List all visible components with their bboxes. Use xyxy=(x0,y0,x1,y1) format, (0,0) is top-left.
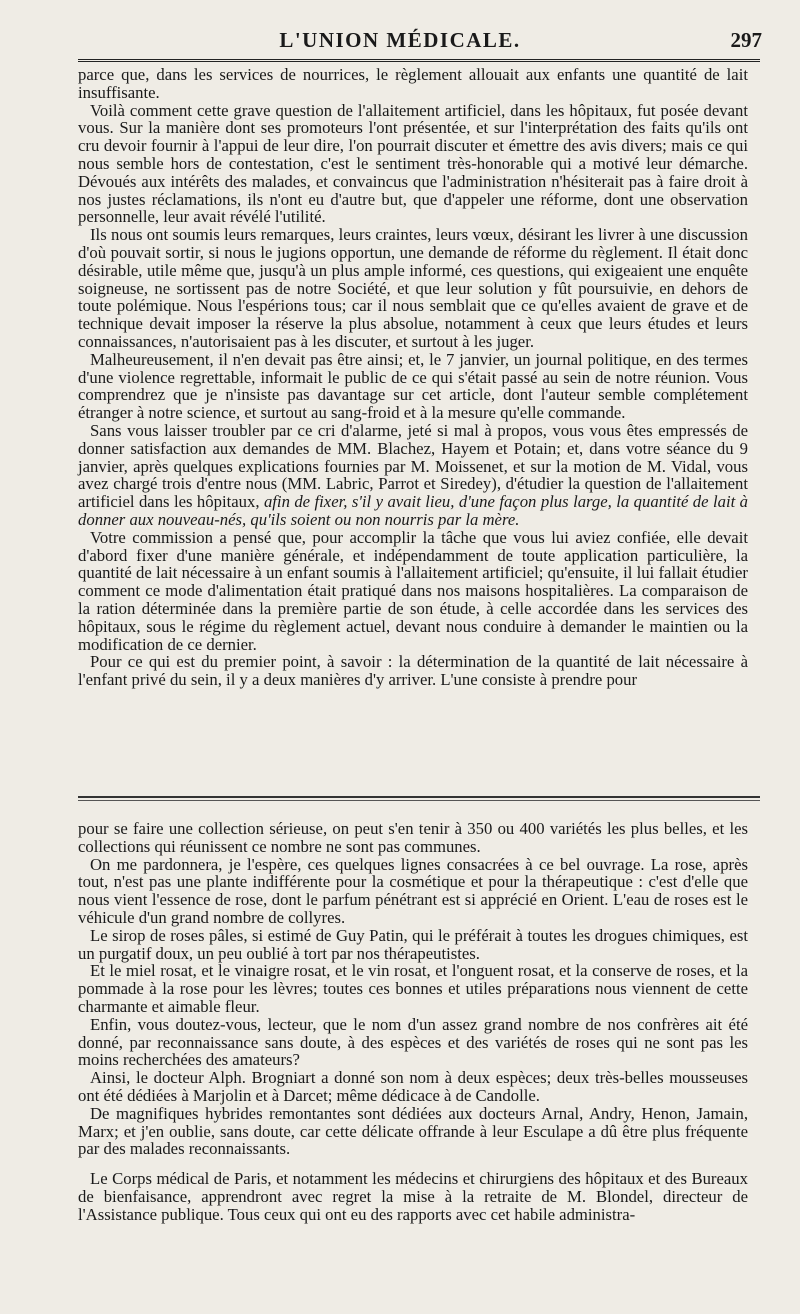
article-top-section xyxy=(78,66,748,689)
paragraph: Le Corps médical de Paris, et notamment les médecins et chirurgiens des hôpitaux et des Bureaux de bienfaisance, apprendront avec regret la mise à la retraite de M. Blondel, directeur de l'Assistance publique. Tous ceux qui ont eu des rapports avec cet habile administra- xyxy=(78,1169,748,1224)
paragraph: Le sirop de roses pâles, si estimé de Guy Patin, qui le préférait à toutes les drogues chimiques, est un purgatif doux, un peu oublié à tort par nos thérapeutistes. xyxy=(78,925,748,963)
paragraph: Ils nous ont soumis leurs remarques, leurs craintes, leurs vœux, désirant les livrer à une discussion d'où pouvait sortir, si nous le jugions opportun, une demande de réforme du règlement. Il était donc désirable, utile même que, jusqu'à un plus ample informé, ces questions, qui exigeaient une enquête soigneuse, ne sortissent pas de notre Société, et que leur solution y fût poursuivie, en dehors de toute polémique. Nous l'espérions tous; car il nous semblait que ce qu'elles avaient de grave et de technique devait imposer la réserve la plus absolue, notamment à ceux que leurs études et leurs connaissances, n'autorisaient pas à les discuter, et surtout à les juger. xyxy=(78,225,748,351)
paragraph: On me pardonnera, je l'espère, ces quelques lignes consacrées à ce bel ouvrage. La rose, après tout, n'est pas une plante indifférente pour la cosmétique et pour la thérapeutique : c'est d'elle que nous vient l'essence de rose, dont le parfum pénétrant est si apprécié en Orient. L'eau de roses est le véhicule d'un grand nombre de collyres. xyxy=(78,854,748,927)
section-separator-thin xyxy=(78,800,760,801)
paragraph: De magnifiques hybrides remontantes sont dédiées aux docteurs Arnal, Andry, Henon, Jamain, Marx; et j'en oublie, sans doute, car cette délicate offrande à leur Esculape a dû être plus fréquente par des malades reconnaissants. xyxy=(78,1103,748,1159)
header-rule xyxy=(78,59,760,62)
paragraph: Malheureusement, il n'en devait pas être ainsi; et, le 7 janvier, un journal politique, en des termes d'une violence regrettable, informait le public de ce qui s'était passé au sein de notre réunion. Vous comprendrez que je n'insiste pas davantage sur cet article, dont l'auteur semble complétement étranger à notre science, et surtout au sang-froid et à la mesure qu'elle commande. xyxy=(78,349,748,423)
paragraph-text: Sans vous laisser troubler par ce cri d'alarme, jeté si mal à propos, vous vous êtes empressés de donner satisfaction aux demandes de MM. Blachez, Hayem et Potain; et, dans votre séance du 9 janvier, après quelques explications fournies par M. Moissenet, et sur la motion de M. Vidal, vous avez chargé trois d'entre nous (MM. Labric, Parrot et Siredey), d'étudier la question de l'allaitement artificiel dans les hôpitaux, xyxy=(78,420,748,512)
paragraph: Et le miel rosat, et le vinaigre rosat, et le vin rosat, et l'onguent rosat, et la conserve de roses, et la pommade à la rose pour les lèvres; toutes ces bonnes et utiles préparations nous viennent de cette charmante et aimable fleur. xyxy=(78,961,748,1016)
paragraph: Votre commission a pensé que, pour accomplir la tâche que vous lui aviez confiée, elle devait d'abord fixer d'une manière générale, et indépendamment de toute application particulière, la quantité de lait nécessaire à un enfant soumis à l'allaitement artificiel; qu'ensuite, il lui fallait étudier comment ce mode d'alimentation était pratiqué dans nos maisons hospitalières. La comparaison de la ration déterminée dans la première partie de son étude, à celle accordée dans les services des hôpitaux, sous le régime du règlement actuel, devant nous conduire à demander le maintien ou la modification de ce dernier. xyxy=(78,527,748,654)
section-separator xyxy=(78,796,760,798)
paragraph: parce que, dans les services de nourrices, le règlement allouait aux enfants une quantité de lait insuffisante. xyxy=(78,65,748,102)
paragraph: pour se faire une collection sérieuse, on peut s'en tenir à 350 ou 400 variétés les plus belles, et les collections qui réunissent ce nombre ne sont pas communes. xyxy=(78,819,748,856)
page-header xyxy=(0,24,800,54)
page-number: 297 xyxy=(730,28,762,52)
paragraph: Voilà comment cette grave question de l'allaitement artificiel, dans les hôpitaux, fut posée devant vous. Sur la manière dont ses promoteurs l'ont présentée, et sur l'interprétation des faits qu'ils ont cru devoir fournir à l'appui de leur dire, l'on pourrait discuter et émettre des avis divers; mais ce qui nous semble hors de contestation, c'est le sentiment très-honorable qui a motivé leur démarche. Dévoués aux intérêts des malades, et convaincus que l'administration n'hésiterait pas à faire droit à nos justes réclamations, ils n'ont eu d'autre but, que d'appeler une réforme, dont une observation personnelle, leur avait révélé l'utilité. xyxy=(78,100,748,227)
paragraph: Enfin, vous doutez-vous, lecteur, que le nom d'un assez grand nombre de nos confrères ait été donné, par reconnaissance sans doute, à des espèces et des variétés de roses qui ne sont pas les moins recherchées des amateurs? xyxy=(78,1014,748,1070)
paragraph-with-italic xyxy=(78,422,748,529)
journal-title: L'UNION MÉDICALE. xyxy=(279,28,521,52)
paragraph: Pour ce qui est du premier point, à savoir : la détermination de la quantité de lait nécessaire à l'enfant privé du sein, il y a deux manières d'y arriver. L'une consiste à prendre pour xyxy=(78,652,748,690)
italic-phrase: afin de fixer, s'il y avait lieu, d'une façon plus large, la quantité de lait à donner aux nouveau-nés, qu'ils soient ou non nourris par la mère. xyxy=(78,492,749,529)
paragraph: Ainsi, le docteur Alph. Brogniart a donné son nom à deux espèces; deux très-belles mousseuses ont été dédiées à Marjolin et à Darcet; même dédicace à de Candolle. xyxy=(78,1068,748,1105)
feuilleton-section xyxy=(78,820,748,1224)
